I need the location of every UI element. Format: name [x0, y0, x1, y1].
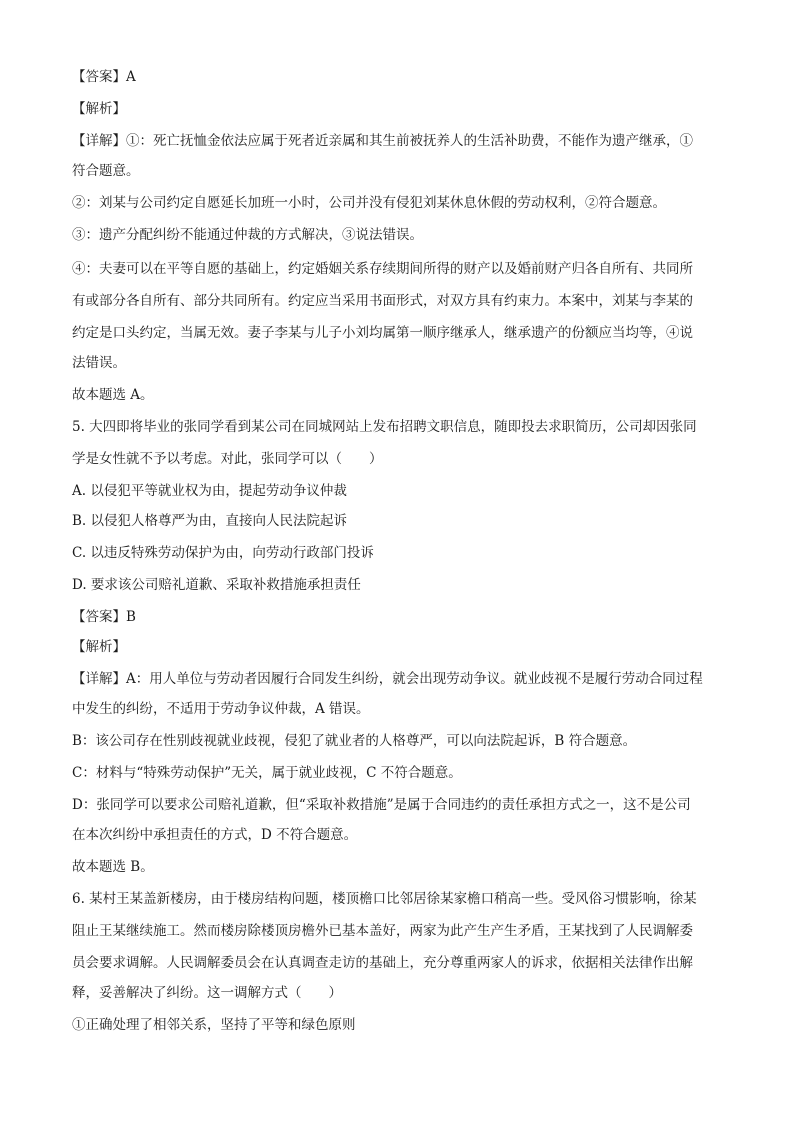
q5-stem-a: 5. 大四即将毕业的张同学看到某公司在同城网站上发布招聘文职信息，随即投去求职简历，公司却因张同: [72, 419, 697, 435]
q5-option-a: A. 以侵犯平等就业权为由，提起劳动争议仲裁: [72, 483, 347, 499]
q4-detail-1b: 符合题意。: [72, 163, 140, 179]
q6-stem-d: 释，妥善解决了纠纷。这一调解方式（ ）: [72, 985, 342, 1001]
q5-detail-a2: 中发生的纠纷，不适用于劳动争议仲裁，A 错误。: [72, 701, 370, 717]
q4-analysis-heading: 【解析】: [72, 101, 126, 117]
q5-analysis-heading: 【解析】: [72, 639, 126, 655]
q5-detail-a1: 【详解】A：用人单位与劳动者因履行合同发生纠纷，就会出现劳动争议。就业歧视不是履行劳动合同过程: [72, 671, 703, 687]
q4-detail-4c: 约定是口头约定，当属无效。妻子李某与儿子小刘均属第一顺序继承人，继承遗产的份额应当均等，④说: [72, 325, 693, 341]
q5-conclusion: 故本题选 B。: [72, 859, 154, 875]
q6-item-1: ①正确处理了相邻关系，坚持了平等和绿色原则: [72, 1017, 356, 1033]
q5-stem-b: 学是女性就不予以考虑。对此，张同学可以（ ）: [72, 451, 383, 467]
q4-detail-3: ③：遗产分配纠纷不能通过仲裁的方式解决，③说法错误。: [72, 227, 423, 243]
q4-detail-2: ②：刘某与公司约定自愿延长加班一小时，公司并没有侵犯刘某休息休假的劳动权利，②符合题意。: [72, 195, 666, 211]
q5-answer: 【答案】B: [72, 609, 136, 625]
q6-stem-b: 阻止王某继续施工。然而楼房除楼顶房檐外已基本盖好，两家为此产生产生矛盾，王某找到了人民调解委: [72, 923, 693, 939]
q5-detail-d2: 在本次纠纷中承担责任的方式，D 不符合题意。: [72, 827, 358, 843]
q5-detail-d1: D：张同学可以要求公司赔礼道歉，但“采取补救措施”是属于合同违约的责任承担方式之一，这不是公司: [72, 797, 691, 813]
q5-option-c: C. 以违反特殊劳动保护为由，向劳动行政部门投诉: [72, 545, 374, 561]
q4-detail-4b: 有或部分各自所有、部分共同所有。约定应当采用书面形式，对双方具有约束力。本案中，刘某与李某的: [72, 293, 693, 309]
q4-detail-4a: ④：夫妻可以在平等自愿的基础上，约定婚姻关系存续期间所得的财产以及婚前财产归各自所有、共同所: [72, 261, 693, 277]
q6-stem-c: 员会要求调解。人民调解委员会在认真调查走访的基础上，充分尊重两家人的诉求，依据相关法律作出解: [72, 955, 693, 971]
q4-conclusion: 故本题选 A。: [72, 387, 154, 403]
q5-option-b: B. 以侵犯人格尊严为由，直接向人民法院起诉: [72, 513, 348, 529]
q5-detail-b: B：该公司存在性别歧视就业歧视，侵犯了就业者的人格尊严，可以向法院起诉，B 符合题意。: [72, 733, 637, 749]
q4-detail-1a: 【详解】①：死亡抚恤金依法应属于死者近亲属和其生前被抚养人的生活补助费，不能作为遗产继承，①: [72, 133, 693, 149]
q6-stem-a: 6. 某村王某盖新楼房，由于楼房结构问题，楼顶檐口比邻居徐某家檐口稍高一些。受风俗习惯影响，徐某: [72, 891, 697, 907]
q5-option-d: D. 要求该公司赔礼道歉、采取补救措施承担责任: [72, 577, 361, 593]
q5-detail-c: C：材料与“特殊劳动保护”无关，属于就业歧视，C 不符合题意。: [72, 765, 462, 781]
q4-answer: 【答案】A: [72, 69, 136, 85]
q4-detail-4d: 法错误。: [72, 355, 126, 371]
